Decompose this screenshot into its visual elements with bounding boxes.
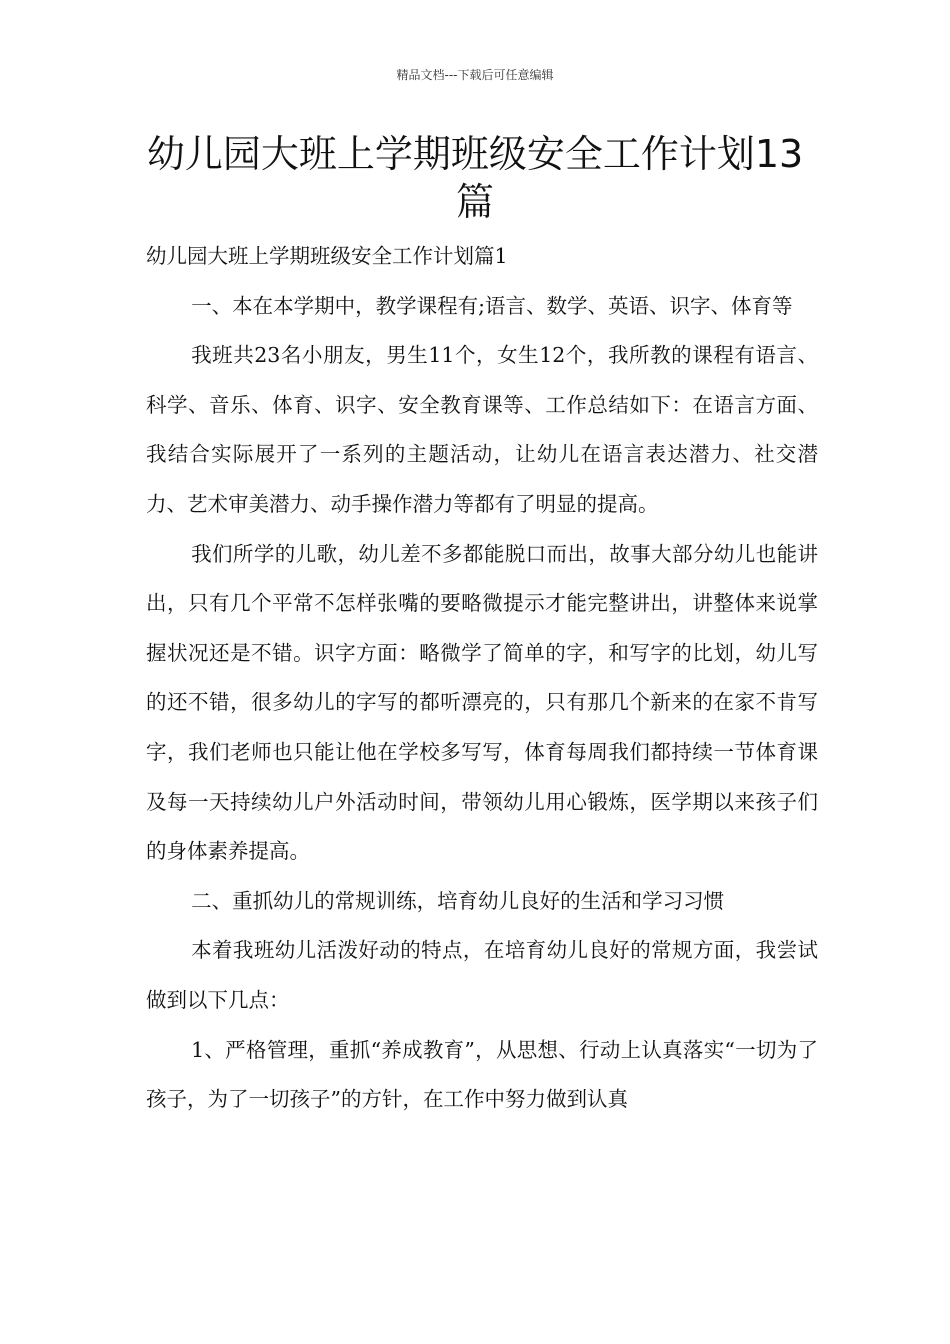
paragraph: 二、重抓幼儿的常规训练，培育幼儿良好的生活和学习习惯 <box>191 888 725 913</box>
document-body <box>146 232 818 1125</box>
paragraph: 本着我班幼儿活泼好动的特点，在培育幼儿良好的常规方面，我尝试做到以下几点： <box>146 938 818 1012</box>
paragraph: 我们所学的儿歌，幼儿差不多都能脱口而出，故事大部分幼儿也能讲出，只有几个平常不怎样张嘴的要略微提示才能完整讲出，讲整体来说掌握状况还是不错。识字方面：略微学了简单的字，和写字的比划，幼儿写的还不错，很多幼儿的字写的都听漂亮的，只有那几个新来的在家不肯写字，我们老师也只能让他在学校多写写，体育每周我们都持续一节体育课及每一天持续幼儿户外活动时间，带领幼儿用心锻炼，医学期以来孩子们的身体素养提高。 <box>146 541 818 864</box>
page-header: 精品文档---下载后可任意编辑 <box>396 68 554 82</box>
section-subtitle: 幼儿园大班上学期班级安全工作计划篇1 <box>146 244 508 268</box>
paragraph: 一、本在本学期中，教学课程有;语言、数学、英语、识字、体育等 <box>191 293 793 318</box>
paragraph: 我班共23名小朋友，男生11个，女生12个，我所教的课程有语言、科学、音乐、体育、识字、安全教育课等、工作总结如下：在语言方面、我结合实际展开了一系列的主题活动，让幼儿在语言表达潜力、社交潜力、艺术审美潜力、动手操作潜力等都有了明显的提高。 <box>146 343 818 516</box>
paragraph: 1、严格管理，重抓“养成教育”，从思想、行动上认真落实“一切为了孩子，为了一切孩子”的方针，在工作中努力做到认真 <box>146 1037 818 1112</box>
document-title: 幼儿园大班上学期班级安全工作计划13篇 <box>146 132 804 224</box>
